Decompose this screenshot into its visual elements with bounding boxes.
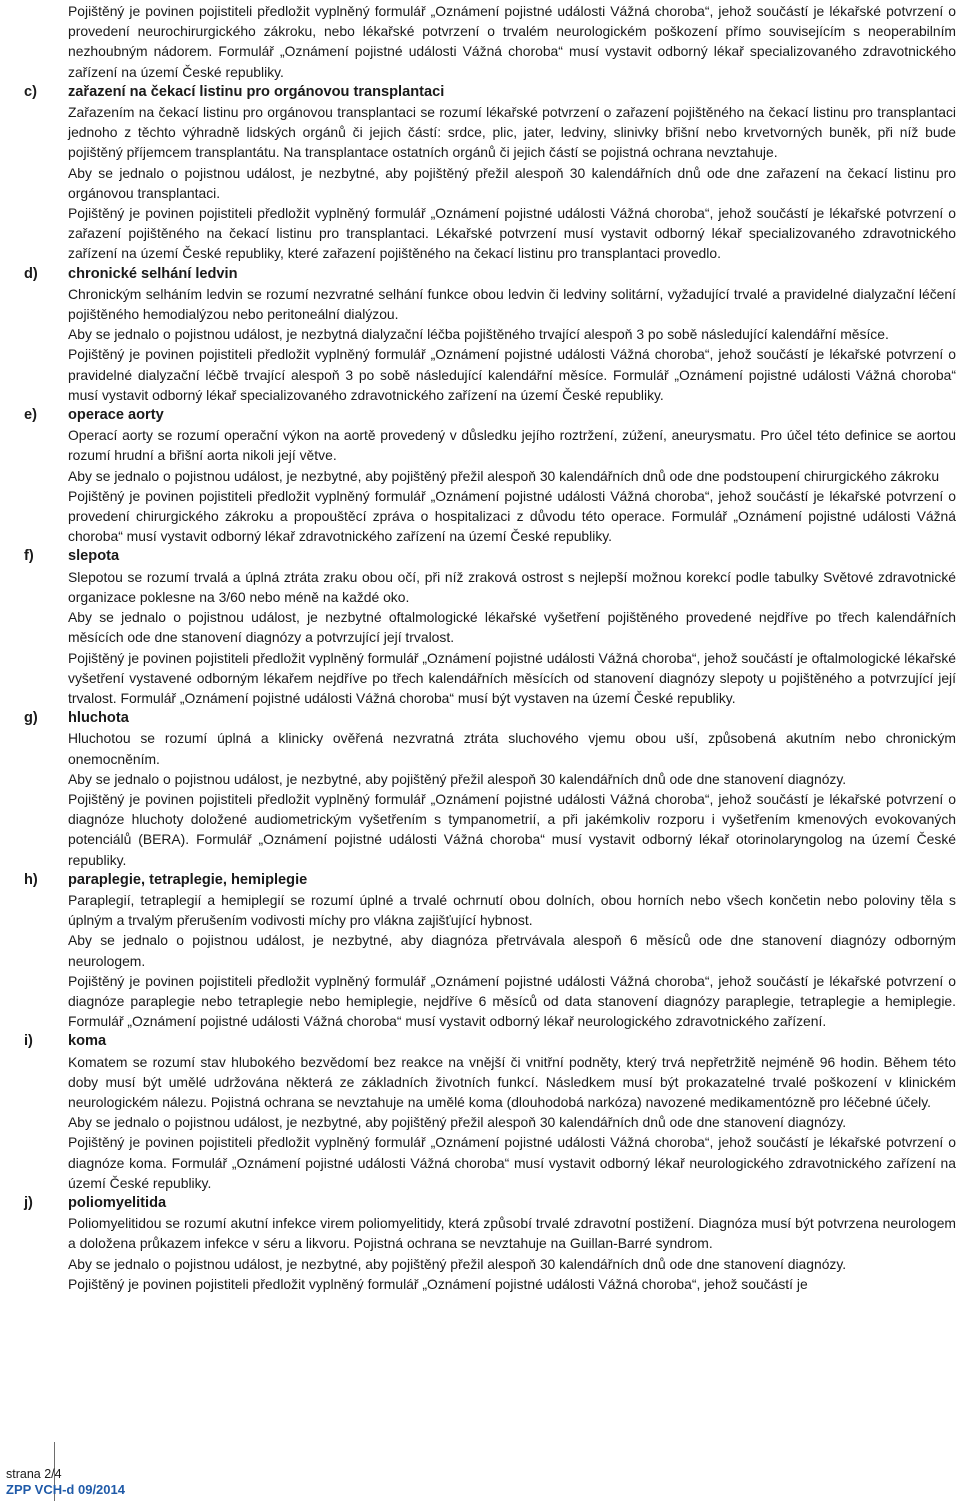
document-body bbox=[0, 1, 960, 1294]
section bbox=[0, 405, 960, 546]
section-heading: chronické selhání ledvin bbox=[68, 265, 238, 282]
section-paragraph: Pojištěný je povinen pojistiteli předložit vyplněný formulář „Oznámení pojistné události Vážná choroba“, jehož součástí je lékařské potvrzení o zařazení pojištěného na čekací listinu pro transplantaci. Lékařské potvrzení musí vystavit odborný lékař specializovaného zdravotnického zařízení na území České republiky, které zařazení pojištěného na čekací listinu pro transplantaci provedlo. bbox=[68, 205, 956, 262]
page-footer bbox=[6, 1466, 125, 1498]
section-paragraph: Paraplegií, tetraplegií a hemiplegií se rozumí úplné a trvalé ochrnutí obou dolních, obou horních nebo všech končetin nebo poloviny těla s úplným a trvalým přerušením vodivosti míchy pro vlákna zajišťující hybnost. bbox=[68, 891, 956, 929]
section bbox=[0, 1193, 960, 1294]
section-paragraph: Komatem se rozumí stav hlubokého bezvědomí bez reakce na vnější či vnitřní podněty, který trvá nepřetržitě nejméně 96 hodin. Během této doby musí být umělé udržována některá ze základních životních funkcí. Následkem musí být prokazatelné trvalé poškození v klinickém neurologickém nálezu. Pojistná ochrana se nevztahuje na umělé koma (dlouhodobá narkóza) navozené medikamentózně pro léčebné účely. bbox=[68, 1053, 956, 1110]
section-paragraph: Operací aorty se rozumí operační výkon na aortě provedený v důsledku jejího roztržení, zúžení, aneurysmatu. Pro účel této definice se aortou rozumí hrudní a břišní aorta nikoli její větve. bbox=[68, 427, 956, 464]
section-paragraph: Slepotou se rozumí trvalá a úplná ztráta zraku obou očí, při níž zraková ostrost s nejlepší možnou korekcí podle tabulky Světové zdravotnické organizace poklesne na 3/60 nebo méně na každé oko. bbox=[68, 568, 956, 605]
section-body bbox=[0, 1031, 960, 1193]
section-letter: g) bbox=[24, 710, 38, 727]
page-number: strana 2/4 bbox=[6, 1467, 62, 1481]
section-paragraph: Aby se jednalo o pojistnou událost, je nezbytné oftalmologické lékařské vyšetření pojištěného provedené nejdříve po třech kalendářních měsících ode dne stanovení diagnózy a potvrzující její trvalost. bbox=[68, 609, 956, 646]
section-body bbox=[0, 82, 960, 264]
section bbox=[0, 1031, 960, 1193]
section-heading: hluchota bbox=[68, 710, 129, 727]
section-heading: slepota bbox=[68, 548, 120, 565]
section-paragraph: Pojištěný je povinen pojistiteli předložit vyplněný formulář „Oznámení pojistné události Vážná choroba“, jehož součástí je bbox=[68, 1275, 808, 1292]
intro-paragraph: Pojištěný je povinen pojistiteli předložit vyplněný formulář „Oznámení pojistné události Vážná choroba“, jehož součástí je lékařské potvrzení o provedení neurochirurgického zákroku, nebo lékařské potvrzení o trvalém neurologickém poškození přímo souvisejícím s neoperabilním nezhoubným nádorem. Formulář „Oznámení pojistné události Vážná choroba“ musí vystavit odborný lékař specializovaného zdravotnického zařízení na území České republiky. bbox=[68, 3, 956, 80]
section-paragraph: Poliomyelitidou se rozumí akutní infekce virem poliomyelitidy, která způsobí trvalé zdravotní postižení. Diagnóza musí být potvrzena neurologem a doložena průkazem infekce v séru a likvoru. Pojistná ochrana se nevztahuje na Guillan-Barré syndrom. bbox=[68, 1215, 956, 1252]
section-paragraph: Aby se jednalo o pojistnou událost, je nezbytné, aby diagnóza přetrvávala alespoň 6 měsíců ode dne stanovení diagnózy odborným neurologem. bbox=[68, 932, 956, 969]
section-paragraph: Chronickým selháním ledvin se rozumí nezvratné selhání funkce obou ledvin či ledviny solitární, vyžadující trvalé a pravidelné dialyzační léčení pojištěného hemodialýzou nebo peritoneální dialýzou. bbox=[68, 285, 956, 323]
section-paragraph: Aby se jednalo o pojistnou událost, je nezbytné, aby pojištěný přežil alespoň 30 kalendářních dnů ode dne stanovení diagnózy. bbox=[68, 1255, 847, 1272]
section-body bbox=[0, 264, 960, 405]
section-paragraph: Pojištěný je povinen pojistiteli předložit vyplněný formulář „Oznámení pojistné události Vážná choroba“, jehož součástí je lékařské potvrzení o pravidelné dialyzační léčbě trvající alespoň 3 po sobě následující kalendářní měsíce. Formulář „Oznámení pojistné události Vážná choroba“ musí vystavit odborný lékař specializovaného zdravotnického zařízení na území České republiky. bbox=[68, 346, 956, 403]
section-body bbox=[0, 1193, 960, 1294]
section-body bbox=[0, 708, 960, 870]
section-paragraph: Pojištěný je povinen pojistiteli předložit vyplněný formulář „Oznámení pojistné události Vážná choroba“, jehož součástí je lékařské potvrzení o diagnóze koma. Formulář „Oznámení pojistné události Vážná choroba“ musí vystavit odborný lékař neurologického zdravotnického zařízení na území České republiky. bbox=[68, 1134, 956, 1191]
section-paragraph: Aby se jednalo o pojistnou událost, je nezbytné, aby pojištěný přežil alespoň 30 kalendářních dnů ode dne podstoupení chirurgického zákroku bbox=[68, 467, 940, 484]
section bbox=[0, 708, 960, 870]
section-letter: i) bbox=[24, 1033, 33, 1050]
section-body bbox=[0, 870, 960, 1032]
section-paragraph: Pojištěný je povinen pojistiteli předložit vyplněný formulář „Oznámení pojistné události Vážná choroba“, jehož součástí je oftalmologické lékařské vyšetření vystavené odborným lékařem nejdříve po třech kalendářních měsících od stanovení diagnózy slepoty u pojištěného a potvrzující její trvalost. Formulář „Oznámení pojistné události Vážná choroba“ musí být vystaven na území České republiky. bbox=[68, 649, 956, 706]
section-heading: poliomyelitida bbox=[68, 1194, 167, 1211]
section-paragraph: Zařazením na čekací listinu pro orgánovou transplantaci se rozumí lékařské potvrzení o zařazení pojištěného na čekací listinu pro transplantaci jednoho z těchto výhradně lidských orgánů či jejich částí: srdce, plic, jater, ledviny, slinivky břišní nebo krvetvorných buněk, při níž bude pojištěný příjemcem transplantátu. Na transplantace ostatních orgánů či jejich částí se pojistná ochrana nevztahuje. bbox=[68, 104, 956, 161]
section-paragraph: Aby se jednalo o pojistnou událost, je nezbytné, aby pojištěný přežil alespoň 30 kalendářních dnů ode dne zařazení na čekací listinu pro orgánovou transplantaci. bbox=[68, 164, 956, 201]
section-letter: e) bbox=[24, 407, 37, 424]
section-body bbox=[0, 405, 960, 546]
section-heading: zařazení na čekací listinu pro orgánovou transplantaci bbox=[68, 83, 445, 100]
section-heading: operace aorty bbox=[68, 407, 164, 424]
section-heading: koma bbox=[68, 1033, 107, 1050]
section-paragraph: Pojištěný je povinen pojistiteli předložit vyplněný formulář „Oznámení pojistné události Vážná choroba“, jehož součástí je lékařské potvrzení o diagnóze hluchoty doložené audiometrickým vyšetřením s tympanometrií, a při jakémkoliv rozporu i vyšetřením kmenových evokovaných potenciálů (BERA). Formulář „Oznámení pojistné události Vážná choroba“ musí vystavit odborný lékař otorinolaryngolog na území České republiky. bbox=[68, 790, 956, 868]
section-letter: c) bbox=[24, 83, 37, 100]
section-letter: f) bbox=[24, 548, 34, 565]
section bbox=[0, 264, 960, 405]
section-paragraph: Aby se jednalo o pojistnou událost, je nezbytné, aby pojištěný přežil alespoň 30 kalendářních dnů ode dne stanovení diagnózy. bbox=[68, 1114, 847, 1131]
section-paragraph: Pojištěný je povinen pojistiteli předložit vyplněný formulář „Oznámení pojistné události Vážná choroba“, jehož součástí je lékařské potvrzení o diagnóze paraplegie nebo tetraplegie nebo hemiplegie, nejdříve 6 měsíců od data stanovení diagnózy paraplegie, tetraplegie a hemiplegie. Formulář „Oznámení pojistné události Vážná choroba“ musí vystavit odborný lékař neurologického zdravotnického zařízení. bbox=[68, 972, 956, 1030]
section bbox=[0, 82, 960, 264]
sections-list bbox=[0, 82, 960, 1294]
section bbox=[0, 546, 960, 708]
section bbox=[0, 870, 960, 1032]
document-code: ZPP VCH-d 09/2014 bbox=[6, 1482, 125, 1497]
intro-block bbox=[0, 1, 960, 82]
section-body bbox=[0, 546, 960, 708]
section-paragraph: Hluchotou se rozumí úplná a klinicky ověřená nezvratná ztráta sluchového vjemu obou uší, způsobená akutním nebo chronickým onemocněním. bbox=[68, 730, 956, 767]
section-heading: paraplegie, tetraplegie, hemiplegie bbox=[68, 871, 308, 888]
section-letter: d) bbox=[24, 265, 38, 282]
section-paragraph: Aby se jednalo o pojistnou událost, je nezbytná dialyzační léčba pojištěného trvající alespoň 3 po sobě následující kalendářní měsíce. bbox=[68, 326, 889, 343]
section-paragraph: Pojištěný je povinen pojistiteli předložit vyplněný formulář „Oznámení pojistné události Vážná choroba“, jehož součástí je lékařské potvrzení o provedení chirurgického zákroku a propouštěcí zpráva o hospitalizaci z důvodu této operace. Formulář „Oznámení pojistné události Vážná choroba“ musí vystavit odborný lékař zdravotnického zařízení na území České republiky. bbox=[68, 487, 956, 545]
section-letter: h) bbox=[24, 871, 38, 888]
section-letter: j) bbox=[24, 1194, 33, 1211]
section-paragraph: Aby se jednalo o pojistnou událost, je nezbytné, aby pojištěný přežil alespoň 30 kalendářních dnů ode dne stanovení diagnózy. bbox=[68, 770, 847, 787]
